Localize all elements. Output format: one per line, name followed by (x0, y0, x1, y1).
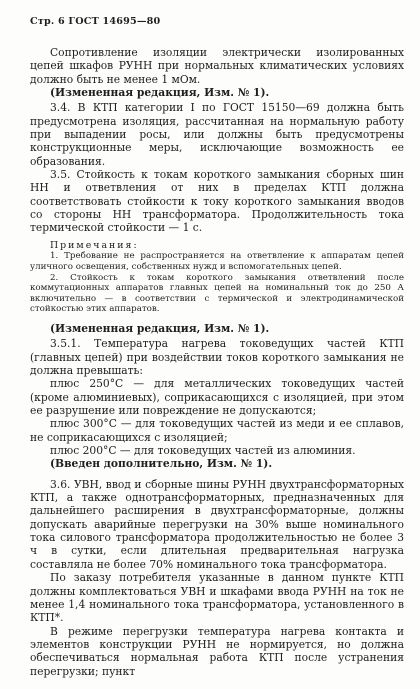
paragraph-3-6: 3.6. УВН, ввод и сборные шины РУНН двухтрансформаторных КТП, а также однотрансформаторных, предназначенных для дальнейшего расширения в двухтрансформаторные, должны допускать аварийные перегрузки на 30% выше номинального тока силового трансформатора продолжительностью не более 3 ч в сутки, если длительная предварительная нагрузка составляла не более 70% номинального тока трансформатора. (30, 477, 404, 571)
paragraph-3-5: 3.5. Стойкость к токам короткого замыкания сборных шин НН и ответвления от них в пределах КТП должна соответствовать стойкости к току короткого замыкания вводов со стороны НН трансформатора. Продолжительность тока термической стойкости — 1 с. (30, 168, 404, 235)
paragraph-overload-mode: В режиме перегрузки температура нагрева контакта и элементов конструкции РУНН не нормируется, но должна обеспечиваться нормальная работа КТП после устранения перегрузки; пункт (30, 624, 404, 678)
paragraph-plus-300: плюс 300°С — для токоведущих частей из меди и ее сплавов, не соприкасающихся с изоляцией; (30, 417, 404, 444)
paragraph-insulation-resistance: Сопротивление изоляции электрически изолированных цепей шкафов РУНН при нормальных климатических условиях должно быть не менее 1 мОм. (30, 46, 404, 86)
notes-title: Примечания: (50, 239, 139, 251)
running-head: Стр. 6 ГОСТ 14695—80 (30, 16, 161, 27)
document-body (30, 46, 404, 678)
paragraph-customer-order: По заказу потребителя указанные в данном пункте КТП должны комплектоваться УВН и шкафами ввода РУНН на ток не менее 1,4 номинального тока трансформатора, установленного в КТП*. (30, 571, 404, 625)
paragraph-3-5-1: 3.5.1. Температура нагрева токоведущих частей КТП (главных цепей) при воздействии токов короткого замыкания не должна превышать: (30, 337, 404, 377)
note-2: 2. Стойкость к токам короткого замыкания ответвлений после коммутационных аппаратов главных цепей на номинальный ток до 250 А включительно — в соответствии с термической и электродинамической стойкостью этих аппаратов. (30, 272, 404, 315)
amendment-note-1: (Измененная редакция, Изм. № 1). (50, 86, 270, 100)
amendment-note-3: (Введен дополнительно, Изм. № 1). (50, 457, 273, 471)
paragraph-plus-250: плюс 250°С — для металлических токоведущих частей (кроме алюминиевых), соприкасающихся с изоляцией, при этом ее разрушение или повреждение не допускаются; (30, 377, 404, 418)
paragraph-plus-200: плюс 200°С — для токоведущих частей из алюминия. (50, 444, 356, 458)
paragraph-3-4: 3.4. В КТП категории I по ГОСТ 15150—69 должна быть предусмотрена изоляция, рассчитанная на нормальную работу при выпадении росы, или должны быть предусмотрены конструкционные меры, исключающие возможность ее образования. (30, 101, 404, 168)
amendment-note-2: (Измененная редакция, Изм. № 1). (50, 321, 270, 335)
note-1: 1. Требование не распространяется на ответвление к аппаратам цепей уличного освещения, собственных нужд и вспомогательных цепей. (30, 251, 404, 272)
